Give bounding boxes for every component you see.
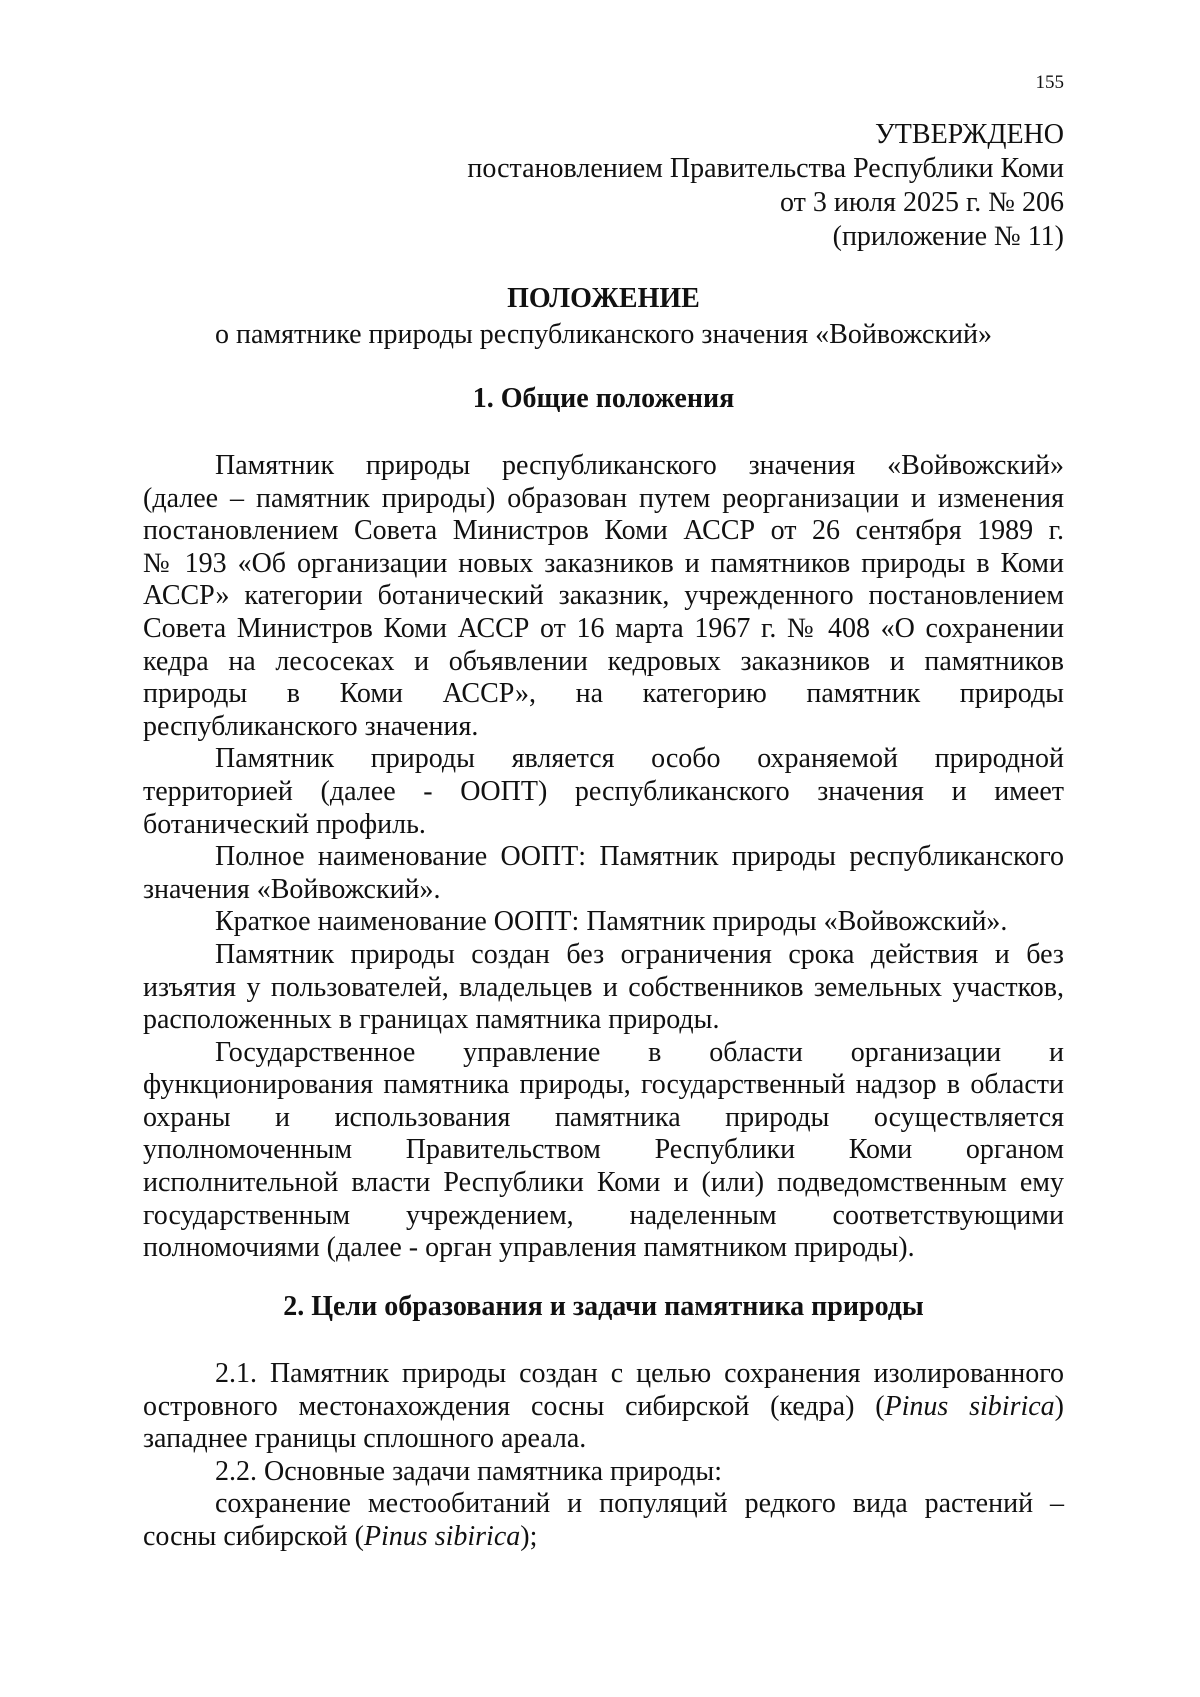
section-1-line: значения «Войвожский». [143,873,441,905]
section-1-heading: 1. Общие положения [472,383,735,414]
document-subtitle: о памятнике природы республиканского значения «Войвожский» [215,319,992,350]
section-1-line: кедра на лесосеках и объявлении кедровых заказников и памятников [143,645,1064,677]
section-1-line: полномочиями (далее - орган управления памятником природы). [143,1232,915,1264]
section-2-line [143,1391,1064,1424]
section-1-line: республиканского значения. [143,710,479,742]
section-2-line: 2.1. Памятник природы создан с целью сохранения изолированного [215,1358,1064,1389]
section-1-line: ботанический профиль. [143,808,426,840]
section-1-line: охраны и использования памятника природы осуществляется [143,1101,1064,1133]
section-1-line: изъятия у пользователей, владельцев и собственников земельных участков, [143,971,1064,1003]
section-2-text: островного местонахождения сосны сибирской (кедра) ( [143,1390,885,1422]
section-2-line [143,1521,1064,1554]
section-1-line: Памятник природы является особо охраняемой природной [215,743,1064,775]
section-2-line: 2.2. Основные задачи памятника природы: [215,1455,723,1487]
section-2-text: ); [520,1520,538,1552]
document-title: ПОЛОЖЕНИЕ [507,283,700,314]
section-1-line: Памятник природы создан без ограничения срока действия и без [215,938,1064,970]
section-2-line: западнее границы сплошного ареала. [143,1423,587,1455]
section-1-line: Памятник природы республиканского значения «Войвожский» [215,450,1064,481]
section-1-line: исполнительной власти Республики Коми и (или) подведомственным ему [143,1167,1064,1199]
section-2-heading: 2. Цели образования и задачи памятника природы [283,1291,924,1322]
section-1-line: № 193 «Об организации новых заказников и памятников природы в Коми [143,547,1064,579]
section-1-line: государственным учреждением, наделенным соответствующими [143,1199,1064,1231]
section-1-line: Краткое наименование ООПТ: Памятник природы «Войвожский». [215,906,1008,938]
latin-species-name: Pinus sibirica [884,1390,1055,1422]
page-number: 155 [1035,72,1064,93]
section-1-line: природы в Коми АССР», на категорию памятник природы [143,678,1064,710]
approval-line-1: УТВЕРЖДЕНО [874,119,1064,150]
section-1-line: уполномоченным Правительством Республики Коми органом [143,1134,1064,1166]
approval-line-2: постановлением Правительства Республики Коми [467,153,1064,184]
section-1-body [143,450,1064,1265]
section-1-line: постановлением Совета Министров Коми АССР от 26 сентября 1989 г. [143,515,1064,547]
section-1-line: функционирования памятника природы, государственный надзор в области [143,1069,1064,1101]
section-2-line: сохранение местообитаний и популяций редкого вида растений – [215,1488,1064,1520]
latin-species-name: Pinus sibirica [363,1520,521,1552]
approval-line-4: (приложение № 11) [832,221,1064,252]
section-1-line: Государственное управление в области организации и [215,1036,1064,1068]
approval-block [467,118,1064,254]
approval-line-3: от 3 июля 2025 г. № 206 [780,187,1064,218]
section-1-line: Совета Министров Коми АССР от 16 марта 1967 г. № 408 «О сохранении [143,612,1064,644]
section-1-line: расположенных в границах памятника природы. [143,1004,720,1036]
section-2-text: сосны сибирской ( [143,1520,364,1552]
section-1-line: АССР» категории ботанический заказник, учрежденного постановлением [143,580,1064,612]
section-2-text: ) [1054,1390,1064,1422]
section-2-body [143,1358,1064,1554]
section-1-line: территорией (далее - ООПТ) республиканского значения и имеет [143,775,1064,807]
section-1-line: (далее – памятник природы) образован путем реорганизации и изменения [143,482,1064,514]
section-1-line: Полное наименование ООПТ: Памятник природы республиканского [215,841,1064,873]
